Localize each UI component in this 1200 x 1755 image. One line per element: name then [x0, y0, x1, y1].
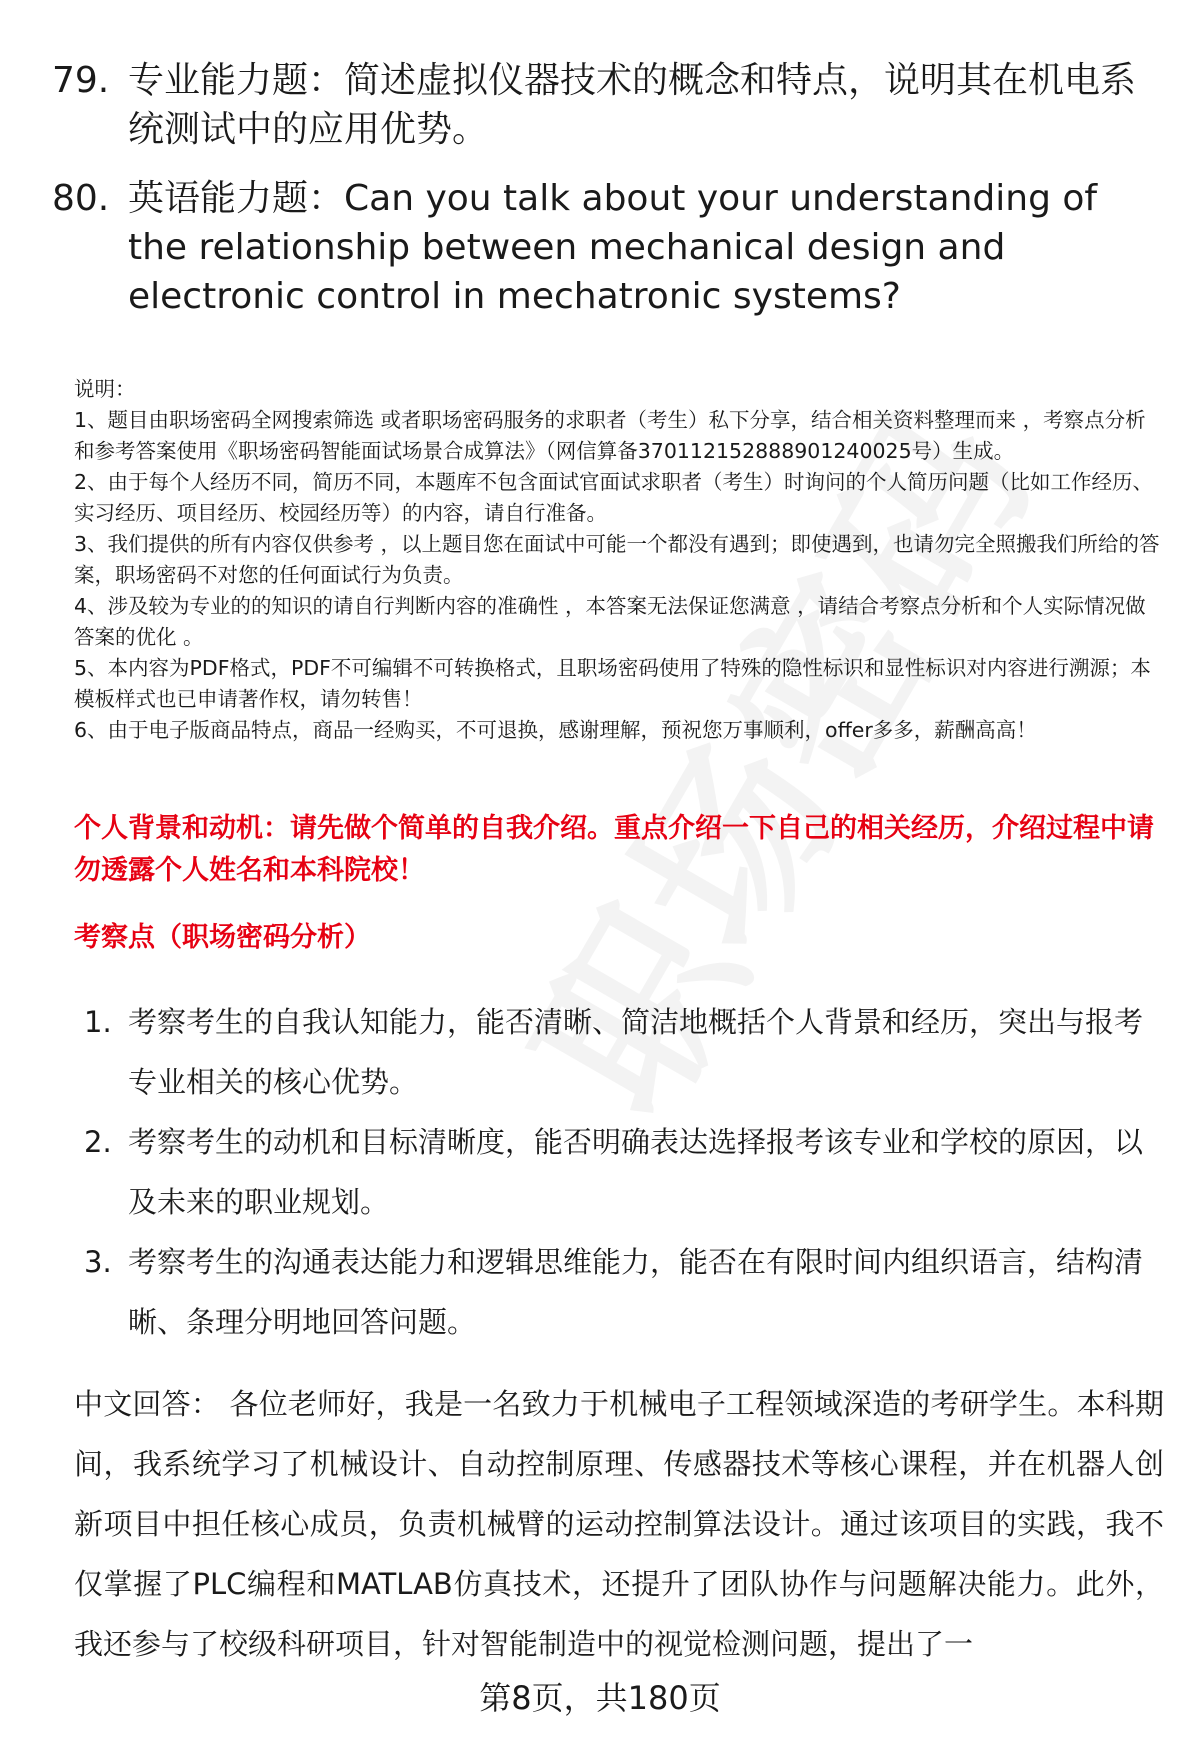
- notes-heading: 说明：: [74, 377, 136, 401]
- list-item-text: 考察考生的自我认知能力，能否清晰、简洁地概括个人背景和经历，突出与报考专业相关的核心优势。: [128, 1005, 1144, 1099]
- kaochadian-title: 考察点（职场密码分析）: [74, 922, 371, 953]
- note-item: 1、题目由职场密码全网搜索筛选 或者职场密码服务的求职者（考生）私下分享，结合相关资料整理而来 ，考察点分析和参考答案使用《职场密码智能面试场景合成算法》（网信算备370112152888901240025号）生成。: [74, 408, 1146, 463]
- question-text: 专业能力题：简述虚拟仪器技术的概念和特点，说明其在机电系统测试中的应用优势。: [128, 60, 1137, 150]
- answer-text: 各位老师好，我是一名致力于机械电子工程领域深造的考研学生。本科期间，我系统学习了机械设计、自动控制原理、传感器技术等核心课程，并在机器人创新项目中担任核心成员，负责机械臂的运动控制算法设计。通过该项目的实践，我不仅掌握了PLC编程和MATLAB仿真技术，还提升了团队协作与问题解决能力。此外，我还参与了校级科研项目，针对智能制造中的视觉检测问题，提出了一: [74, 1387, 1164, 1661]
- kaochadian-list: [74, 992, 1164, 1352]
- question-number: 79.: [52, 60, 110, 101]
- note-item: 5、本内容为PDF格式，PDF不可编辑不可转换格式，且职场密码使用了特殊的隐性标识和显性标识对内容进行溯源；本模板样式也已申请著作权，请勿转售！: [74, 656, 1151, 711]
- note-item: 6、由于电子版商品特点，商品一经购买，不可退换，感谢理解，预祝您万事顺利，offer多多，薪酬高高！: [74, 718, 1037, 742]
- list-item: [74, 992, 1164, 1112]
- list-item: [74, 1112, 1164, 1232]
- list-item-text: 考察考生的沟通表达能力和逻辑思维能力，能否在有限时间内组织语言，结构清晰、条理分明地回答问题。: [128, 1245, 1144, 1339]
- answer-label: 中文回答：: [74, 1387, 221, 1421]
- list-item-number: 1.: [84, 1005, 112, 1039]
- note-item: 3、我们提供的所有内容仅供参考 ，以上题目您在面试中可能一个都没有遇到；即使遇到，也请勿完全照搬我们所给的答案，职场密码不对您的任何面试行为负责。: [74, 532, 1160, 587]
- question-80: [52, 174, 1162, 321]
- list-item-text: 考察考生的动机和目标清晰度，能否明确表达选择报考该专业和学校的原因，以及未来的职业规划。: [128, 1125, 1144, 1219]
- question-number: 80.: [52, 178, 110, 219]
- list-item-number: 2.: [84, 1125, 112, 1159]
- question-text: 英语能力题：Can you talk about your understanding of the relationship between mechanical design and electronic control in mechatronic systems?: [128, 178, 1098, 317]
- note-item: 4、涉及较为专业的的知识的请自行判断内容的准确性 ，本答案无法保证您满意 ，请结合考察点分析和个人实际情况做答案的优化 。: [74, 594, 1146, 649]
- note-item: 2、由于每个人经历不同，简历不同，本题库不包含面试官面试求职者（考生）时询问的个人简历问题（比如工作经历、实习经历、项目经历、校园经历等）的内容，请自行准备。: [74, 470, 1154, 525]
- page-footer: 第8页，共180页: [479, 1679, 721, 1717]
- notes-section: [74, 374, 1164, 746]
- background-prompt: 个人背景和动机：请先做个简单的自我介绍。重点介绍一下自己的相关经历，介绍过程中请勿透露个人姓名和本科院校！: [74, 813, 1154, 886]
- list-item-number: 3.: [84, 1245, 112, 1279]
- question-79: [52, 56, 1162, 154]
- answer-paragraph: [74, 1374, 1164, 1674]
- list-item: [74, 1232, 1164, 1352]
